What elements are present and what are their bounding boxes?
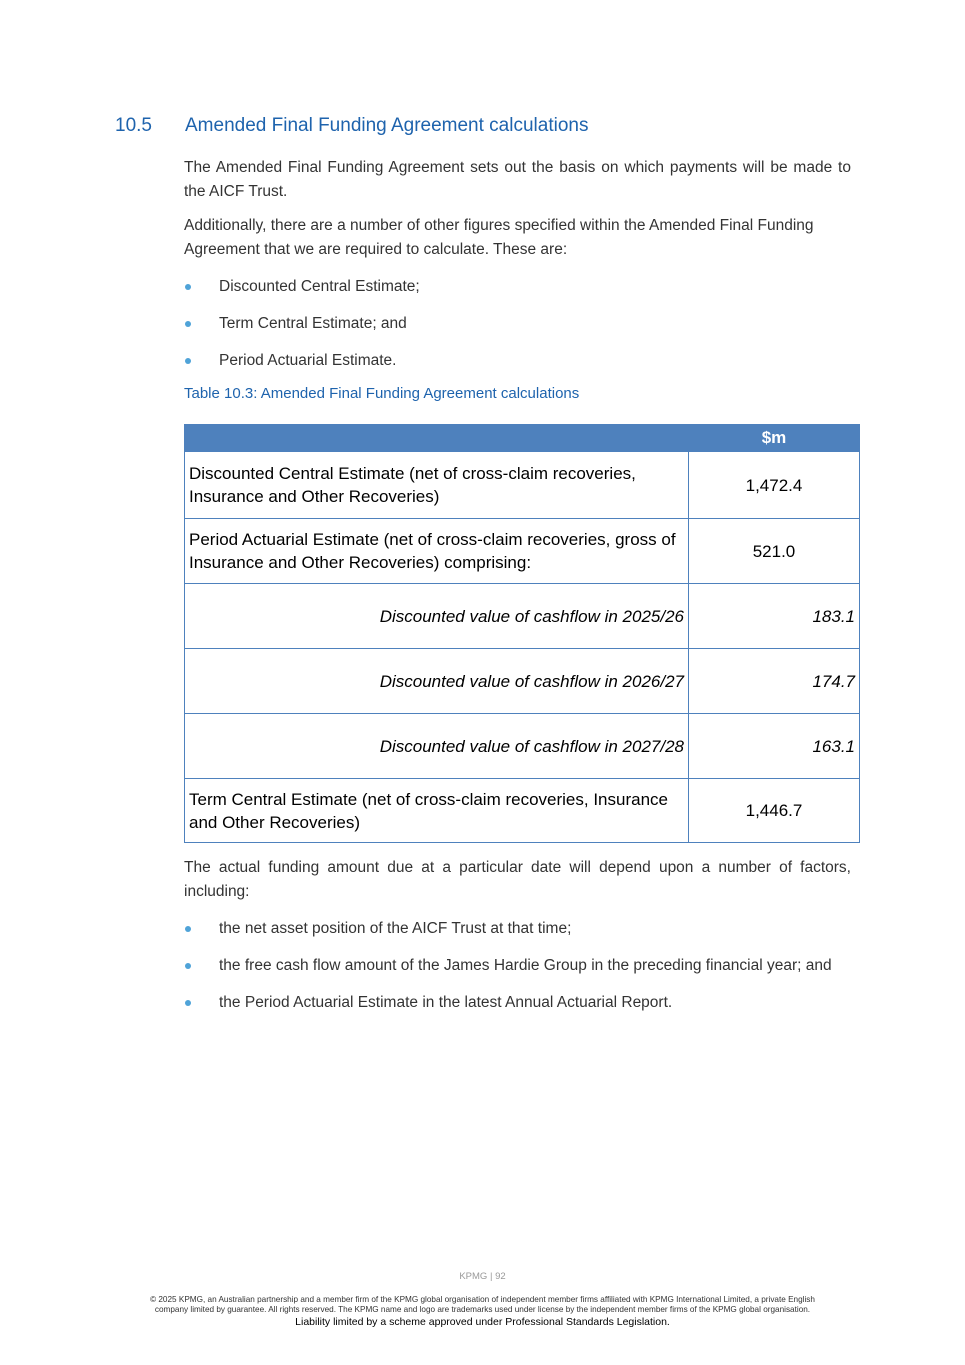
table-row	[185, 519, 860, 584]
factors-bullet-list	[184, 917, 851, 1015]
table-row	[185, 714, 860, 779]
list-item: Discounted Central Estimate;	[184, 275, 851, 299]
bullet-dot-icon	[185, 358, 191, 364]
row-value: 174.7	[689, 649, 860, 714]
row-value: 183.1	[689, 584, 860, 649]
list-item: the net asset position of the AICF Trust at that time;	[184, 917, 851, 941]
table-header-row	[185, 425, 860, 452]
table-row	[185, 649, 860, 714]
section-title: Amended Final Funding Agreement calculations	[185, 115, 589, 136]
bullet-dot-icon	[185, 963, 191, 969]
row-label: Discounted value of cashflow in 2025/26	[185, 584, 689, 649]
legal-line-2: company limited by guarantee. All rights reserved. The KPMG name and logo are trademarks used under license by the independent member firms of the KPMG global organisation.	[154, 1305, 811, 1314]
bullet-dot-icon	[185, 926, 191, 932]
funding-table-wrapper	[184, 424, 855, 843]
row-value: 163.1	[689, 714, 860, 779]
legal-notice	[0, 1295, 965, 1315]
intro-text	[184, 156, 851, 204]
bullet-dot-icon	[185, 1000, 191, 1006]
row-value: 1,446.7	[689, 779, 860, 843]
intro-paragraph-1: The Amended Final Funding Agreement sets out the basis on which payments will be made to the AICF Trust.	[184, 159, 851, 200]
table-row	[185, 779, 860, 843]
funding-calculations-table	[184, 424, 860, 843]
legal-line-1: © 2025 KPMG, an Australian partnership and a member firm of the KPMG global organisation of independent member firms affiliated with KPMG International Limited, a private English	[150, 1295, 815, 1304]
after-text	[184, 856, 851, 904]
row-value: 521.0	[689, 519, 860, 584]
header-value-cell: $m	[689, 425, 860, 452]
row-label: Term Central Estimate (net of cross-claim recoveries, Insurance and Other Recoveries)	[185, 779, 689, 843]
page-number: KPMG | 92	[459, 1271, 506, 1282]
liability-notice: Liability limited by a scheme approved under Professional Standards Legislation.	[295, 1316, 670, 1328]
after-paragraph: The actual funding amount due at a particular date will depend upon a number of factors, including:	[184, 859, 851, 900]
intro-text-2	[184, 214, 851, 262]
list-item: Term Central Estimate; and	[184, 312, 851, 336]
bullet-dot-icon	[185, 321, 191, 327]
section-heading	[115, 115, 588, 137]
list-item: the free cash flow amount of the James Hardie Group in the preceding financial year; and	[184, 954, 851, 978]
table-row	[185, 452, 860, 519]
table-row	[185, 584, 860, 649]
table-caption: Table 10.3: Amended Final Funding Agreement calculations	[184, 385, 580, 402]
row-label: Period Actuarial Estimate (net of cross-claim recoveries, gross of Insurance and Other Recoveries) comprising:	[185, 519, 689, 584]
list-item: the Period Actuarial Estimate in the latest Annual Actuarial Report.	[184, 991, 851, 1015]
row-label: Discounted value of cashflow in 2027/28	[185, 714, 689, 779]
row-value: 1,472.4	[689, 452, 860, 519]
list-item: Period Actuarial Estimate.	[184, 349, 851, 373]
row-label: Discounted value of cashflow in 2026/27	[185, 649, 689, 714]
row-label: Discounted Central Estimate (net of cross-claim recoveries, Insurance and Other Recoveries)	[185, 452, 689, 519]
header-blank-cell	[185, 425, 689, 452]
intro-paragraph-2: Additionally, there are a number of other figures specified within the Amended Final Funding Agreement that we are required to calculate. These are:	[184, 217, 814, 258]
intro-bullet-list	[184, 275, 851, 373]
section-number: 10.5	[115, 115, 152, 136]
bullet-dot-icon	[185, 284, 191, 290]
